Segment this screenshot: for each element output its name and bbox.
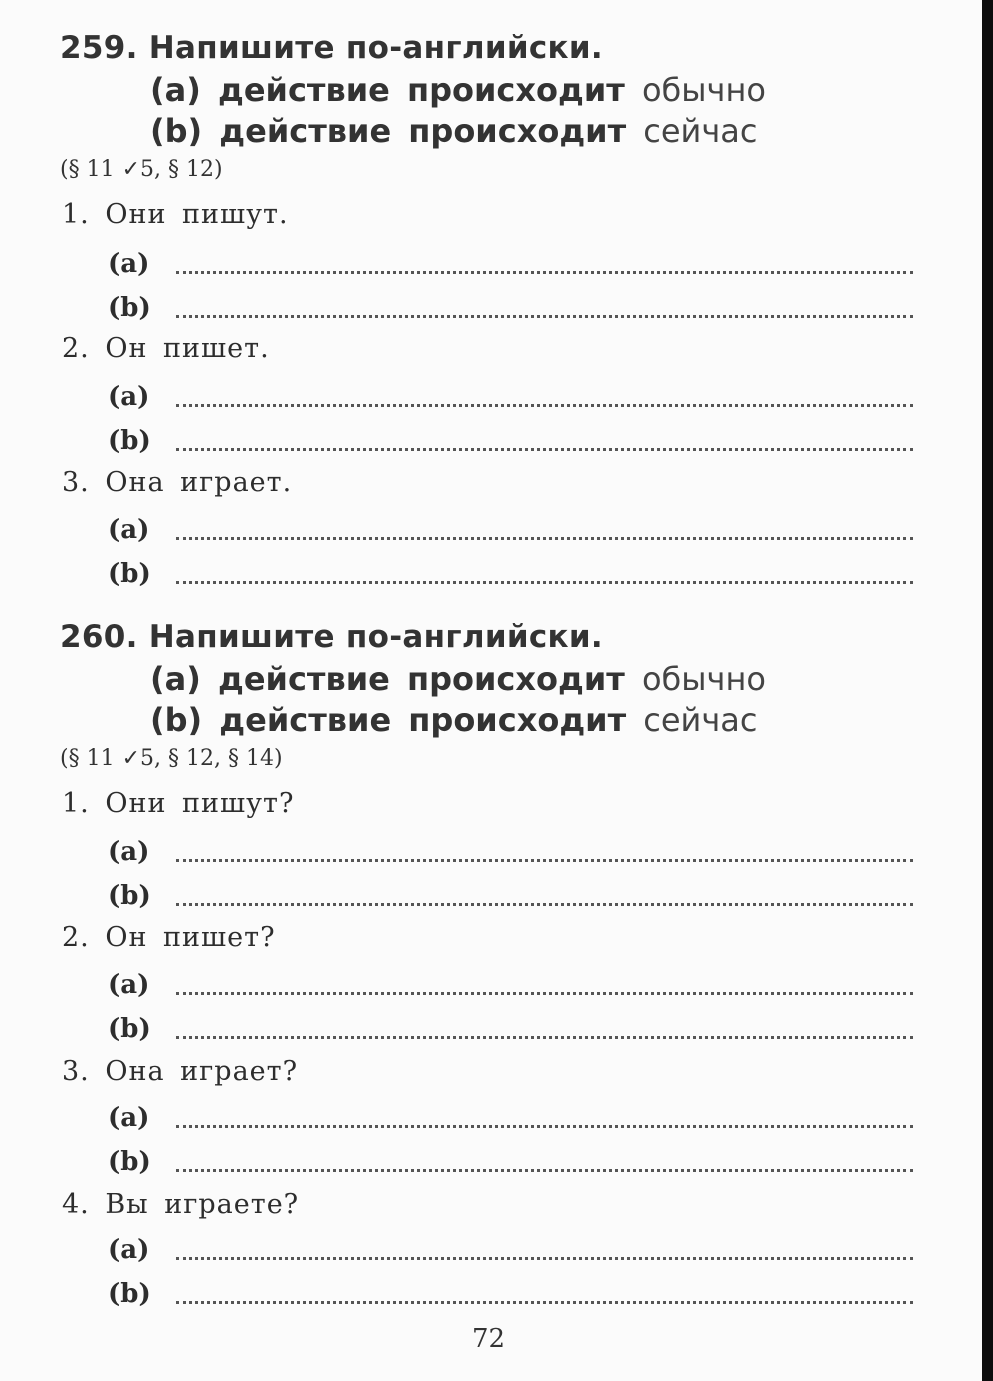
answer-label: (a) xyxy=(108,249,150,279)
answer-dotted-line xyxy=(176,581,913,584)
answer-label: (a) xyxy=(108,837,150,867)
page-number: 72 xyxy=(472,1324,506,1354)
answer-dotted-line xyxy=(176,1257,913,1260)
answer-label: (b) xyxy=(108,559,151,589)
exercise-260-item-2-answer-a[interactable] xyxy=(108,968,913,1002)
exercise-259-title: 259. Напишите по-английски. xyxy=(60,30,603,66)
exercise-260-item-2-answer-b[interactable] xyxy=(108,1012,913,1046)
answer-dotted-line xyxy=(176,992,913,995)
exercise-259-item-3-answer-b[interactable] xyxy=(108,557,913,591)
answer-dotted-line xyxy=(176,1301,913,1304)
answer-dotted-line xyxy=(176,1169,913,1172)
answer-label: (a) xyxy=(108,1103,150,1133)
exercise-260-item-1-answer-b[interactable] xyxy=(108,879,913,913)
answer-label: (a) xyxy=(108,1235,150,1265)
condition-a-usually: обычно xyxy=(641,660,766,698)
exercise-259-item-1-answer-b[interactable] xyxy=(108,291,913,325)
condition-a-text: (a) действие происходит xyxy=(150,71,625,109)
answer-label: (a) xyxy=(108,382,150,412)
exercise-259-item-1: 1. Они пишут. xyxy=(62,199,289,230)
answer-dotted-line xyxy=(176,903,913,906)
answer-dotted-line xyxy=(176,404,913,407)
condition-b-text: (b) действие происходит xyxy=(150,701,627,739)
answer-label: (b) xyxy=(108,293,151,323)
exercise-260-item-4-answer-a[interactable] xyxy=(108,1233,913,1267)
answer-label: (b) xyxy=(108,881,151,911)
exercise-259-item-2: 2. Он пишет. xyxy=(62,333,270,364)
exercise-260-title: 260. Напишите по-английски. xyxy=(60,619,603,655)
answer-dotted-line xyxy=(176,859,913,862)
exercise-260-item-1-answer-a[interactable] xyxy=(108,835,913,869)
answer-label: (b) xyxy=(108,1147,151,1177)
exercise-259-item-1-answer-a[interactable] xyxy=(108,247,913,281)
exercise-260-condition-b xyxy=(150,701,757,739)
exercise-260-item-4: 4. Вы играете? xyxy=(62,1189,300,1220)
condition-a-text: (a) действие происходит xyxy=(150,660,625,698)
exercise-260-item-3-answer-b[interactable] xyxy=(108,1145,913,1179)
exercise-259-item-2-answer-a[interactable] xyxy=(108,380,913,414)
exercise-259-grammar-refs: (§ 11 ✓5, § 12) xyxy=(60,157,223,182)
exercise-259-condition-a xyxy=(150,71,766,109)
exercise-260-item-3: 3. Она играет? xyxy=(62,1056,299,1087)
answer-dotted-line xyxy=(176,537,913,540)
answer-dotted-line xyxy=(176,448,913,451)
answer-label: (b) xyxy=(108,1279,151,1309)
exercise-259-item-2-answer-b[interactable] xyxy=(108,424,913,458)
exercise-260-condition-a xyxy=(150,660,766,698)
answer-label: (a) xyxy=(108,515,150,545)
answer-label: (b) xyxy=(108,426,151,456)
condition-b-now: сейчас xyxy=(643,701,758,739)
answer-label: (b) xyxy=(108,1014,151,1044)
answer-dotted-line xyxy=(176,1125,913,1128)
condition-a-usually: обычно xyxy=(641,71,766,109)
exercise-260-item-1: 1. Они пишут? xyxy=(62,788,295,819)
exercise-260-item-3-answer-a[interactable] xyxy=(108,1101,913,1135)
answer-dotted-line xyxy=(176,315,913,318)
condition-b-now: сейчас xyxy=(643,112,758,150)
exercise-260-item-4-answer-b[interactable] xyxy=(108,1277,913,1311)
answer-label: (a) xyxy=(108,970,150,1000)
exercise-260-grammar-refs: (§ 11 ✓5, § 12, § 14) xyxy=(60,746,283,771)
condition-b-text: (b) действие происходит xyxy=(150,112,627,150)
exercise-260-item-2: 2. Он пишет? xyxy=(62,922,276,953)
exercise-259-item-3-answer-a[interactable] xyxy=(108,513,913,547)
exercise-259-condition-b xyxy=(150,112,757,150)
answer-dotted-line xyxy=(176,271,913,274)
page-edge-border xyxy=(982,0,993,1381)
exercise-259-item-3: 3. Она играет. xyxy=(62,467,293,498)
answer-dotted-line xyxy=(176,1036,913,1039)
